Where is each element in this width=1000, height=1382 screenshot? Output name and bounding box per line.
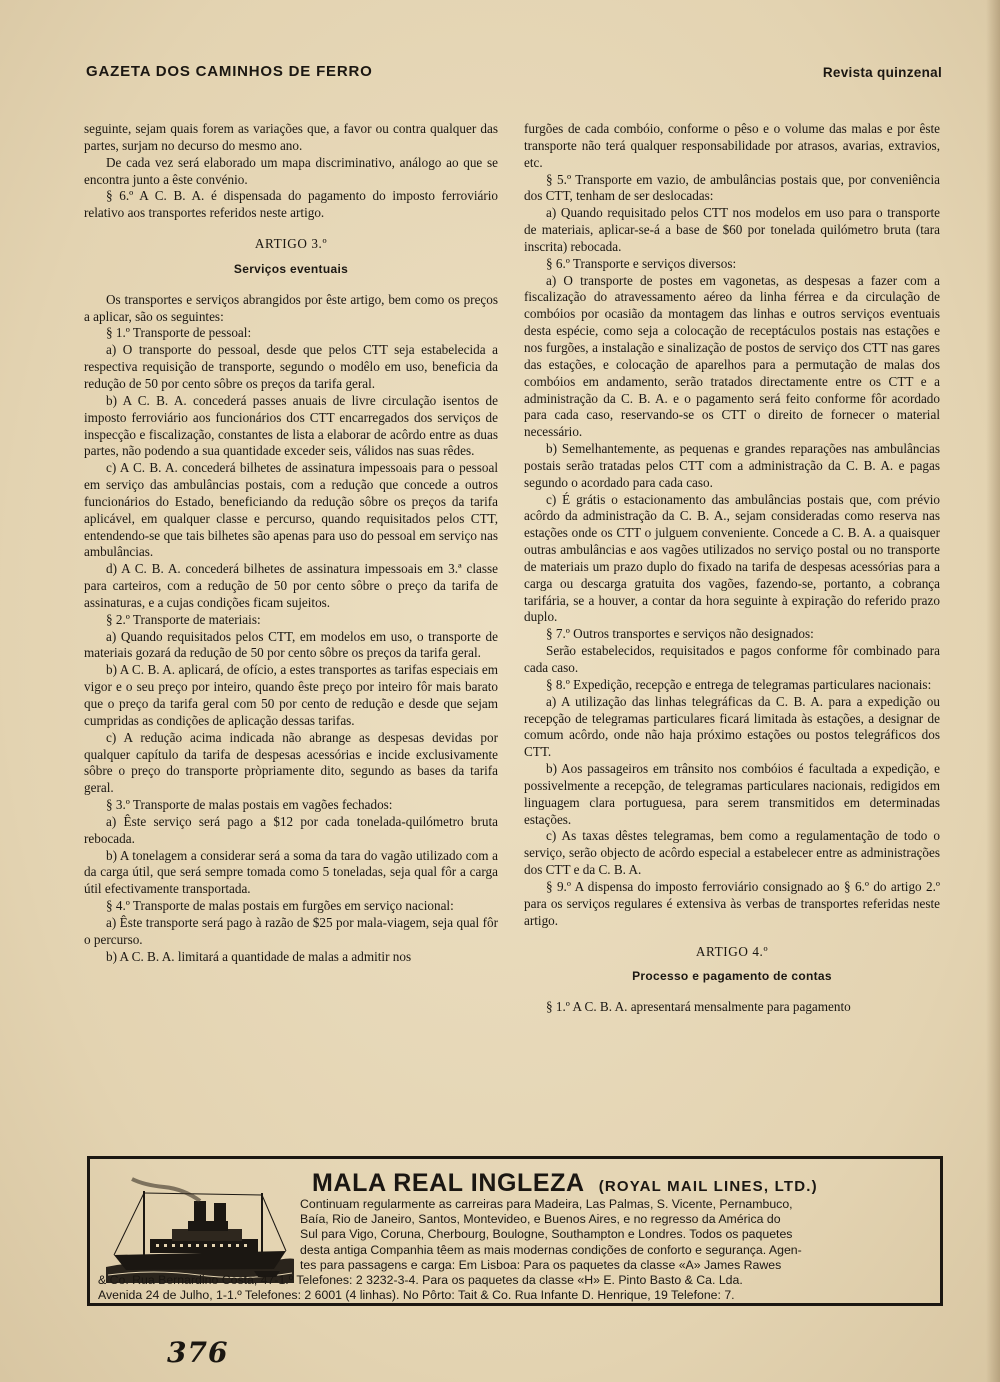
paragraph: b) Aos passageiros em trânsito nos combóios é facultada a expedição, e possivelmente a recepção, de telegramas particulares nacionais, redigidos em linguagem clara portuguesa, para serem transmitidos em determinadas estações.: [524, 761, 940, 827]
ad-line: Baía, Rio de Janeiro, Santos, Montevideo, e Buenos Aires, e no regresso da América do: [300, 1212, 781, 1227]
paragraph: c) É grátis o estacionamento das ambulâncias postais que, com prévio acôrdo da administração da C. B. A., sejam consideradas como reserva nas estações onde os CTT o julguem conveniente. Concede a C. B. A. a quaisquer outras ambulâncias e aos vagões utilizados no serviço postal ou no transporte de materiais um prazo duplo do fixado na tarifa de despesas acessórias para a carga ou descarga gratuita dos vagões, fazendo-se, portanto, a cobrança tarifária, se a houver, a contar da hora seguinte à expiração do referido prazo duplo.: [524, 491, 940, 625]
paragraph: b) A C. B. A. limitará a quantidade de malas a admitir nos: [106, 948, 412, 964]
ad-company-name: MALA REAL INGLEZA: [312, 1169, 585, 1197]
paragraph: § 1.º A C. B. A. apresentará mensalmente para pagamento: [546, 999, 851, 1015]
page-edge-shadow: [986, 0, 1000, 1382]
paragraph: b) A C. B. A. concederá passes anuais de livre circulação isentos de imposto ferroviário aos funcionários dos CTT encarregados dos serviços de inspecção e fiscalização, constantes de lista a elaborar de acôrdo entre as duas partes, não podendo a sua quantidade exceder seis, válidos nas suas rêdes.: [84, 392, 498, 459]
article-heading: ARTIGO 3.º: [254, 236, 328, 252]
paragraph: § 9.º A dispensa do imposto ferroviário consignado ao § 6.º do artigo 2.º para os serviços regulares é extensiva às verbas de transportes referidas neste artigo.: [524, 878, 940, 928]
section-subheading: Serviços eventuais: [233, 261, 349, 276]
paragraph: d) A C. B. A. concederá bilhetes de assinatura impessoais em 3.ª classe para carteiros, com a redução de 50 por cento sôbre o preço da tarifa de assinaturas, e a cujas condições ficam sujeitos.: [84, 561, 498, 610]
paragraph: § 4.º Transporte de malas postais em furgões em serviço nacional:: [106, 898, 454, 914]
right-column: [524, 121, 940, 1016]
paragraph: furgões de cada combóio, conforme o pêso e o volume das malas e por êste transporte não terá qualquer responsabilidade por atrasos, avarias, extravios, etc.: [524, 121, 940, 170]
ad-line: Continuam regularmente as carreiras para Madeira, Las Palmas, S. Vicente, Pernambuco,: [300, 1197, 793, 1211]
ad-body: [98, 1197, 928, 1303]
paragraph: § 6.º Transporte e serviços diversos:: [546, 255, 737, 271]
ad-line: Sul para Vigo, Coruna, Cherbourg, Boulogne, Southampton e Londres. Todos os paquetes: [300, 1227, 793, 1242]
section-subheading: Processo e pagamento de contas: [632, 969, 832, 984]
paragraph: seguinte, sejam quais forem as variações que, a favor ou contra qualquer das partes, surjam no decurso do mesmo ano.: [84, 121, 498, 153]
paragraph: b) Semelhantemente, as pequenas e grandes reparações nas ambulâncias postais serão tratadas pelos CTT com a administração da C. B. A. e pagas segundo o acordado para cada caso.: [524, 441, 940, 490]
paragraph: b) A tonelagem a considerar será a soma da tara do vagão utilizado com a da carga útil, que será sempre tomada como 5 toneladas, seja qual fôr a carga útil efectivamente transportada.: [84, 847, 498, 897]
ad-title: [312, 1169, 818, 1198]
paragraph: a) O transporte do pessoal, desde que pelos CTT seja estabelecida a respectiva requisição de transporte, segundo o modêlo em uso, beneficia da redução de 50 por cento sôbre os preços da tarifa geral.: [84, 342, 498, 391]
paragraph: a) O transporte de postes em vagonetas, as despesas a fazer com a fiscalização do atravessamento aéreo da linha férrea e da circulação de combóios por ocasião da montagem das linhas e outros serviços eventuais desta espécie, como seja a colocação de receptáculos postais nas estações e nos furgões, a instalação e sinalização de postos de serviço dos CTT nas gares das estações, e colocação de aparelhos para a permutação de malas dos combóios em andamento, serão tratados directamente entre os CTT e a administração da C. B. A. e o pagamento será feito conforme fôr acordado para cada caso, reservando-se os CTT o direito de fornecer o material necessário.: [524, 272, 940, 440]
paragraph: § 6.º A C. B. A. é dispensada do pagamento do imposto ferroviário relativo aos transportes referidos neste artigo.: [84, 188, 498, 221]
ad-company-english-name: (ROYAL MAIL LINES, LTD.): [598, 1178, 818, 1195]
paragraph: a) A utilização das linhas telegráficas da C. B. A. para a expedição ou recepção de telegramas particulares ficará limitada às estações, a designar de comum acôrdo, onde não haja próximo estações ou postos telegráficos dos CTT.: [524, 693, 940, 760]
paragraph: § 2.º Transporte de materiais:: [106, 611, 261, 627]
paragraph: § 3.º Transporte de malas postais em vagões fechados:: [106, 797, 393, 813]
paragraph: c) A redução acima indicada não abrange as despesas devidas por qualquer capítulo da tarifa de despesas acessórias e incide exclusivamente sôbre o preço do transporte pròpriamente dito, segundo as bases da tarifa geral.: [84, 729, 498, 796]
paragraph: c) As taxas dêstes telegramas, bem como a regulamentação de todo o serviço, serão objecto de acôrdo especial a estabelecer entre as administrações dos CTT e da C. B. A.: [524, 828, 940, 878]
paragraph: c) A C. B. A. concederá bilhetes de assinatura impessoais para o pessoal em serviço das ambulâncias postais, com a redução que concede a outros funcionários do Estado, beneficiando da redução sôbre os preços da tarifa aplicável, em qualquer classe e percurso, quando requisitados pelos CTT, entendendo-se que tais bilhetes são apenas para uso do pessoal em serviço nas ambulâncias.: [84, 460, 498, 560]
page-header: [86, 63, 942, 87]
paragraph: a) Êste serviço será pago a $12 por cada tonelada-quilómetro bruta rebocada.: [84, 813, 498, 846]
paragraph: § 5.º Transporte em vazio, de ambulâncias postais que, por conveniência dos CTT, tenham de ser deslocadas:: [524, 171, 940, 204]
advertisement-box: [87, 1156, 943, 1306]
paragraph: § 1.º Transporte de pessoal:: [106, 325, 252, 341]
paragraph: Os transportes e serviços abrangidos por êste artigo, bem como os preços a aplicar, são os seguintes:: [84, 291, 498, 324]
paragraph: De cada vez será elaborado um mapa discriminativo, análogo ao que se encontra junto a êste convénio.: [84, 154, 498, 187]
publication-title: GAZETA DOS CAMINHOS DE FERRO: [86, 63, 373, 80]
ad-line: tes para passagens e carga: Em Lisboa: Para os paquetes da classe «A» James Rawes: [300, 1257, 782, 1272]
article-heading: ARTIGO 4.º: [695, 943, 769, 959]
paragraph: Serão estabelecidos, requisitados e pagos conforme fôr combinado para cada caso.: [524, 643, 940, 675]
paragraph: § 7.º Outros transportes e serviços não designados:: [546, 626, 814, 642]
page-number: 376: [167, 1336, 229, 1369]
ad-line: & Co. Rua Bernardino Costa, 47-1.º Telefones: 2 3232-3-4. Para os paquetes da classe «H» E. Pinto Basto & Ca. Lda.: [98, 1273, 743, 1288]
publication-subtitle: Revista quinzenal: [822, 65, 942, 80]
paragraph: a) Quando requisitado pelos CTT nos modelos em uso para o transporte de materiais, aplicar-se-á a base de $60 por tonelada quilómetro bruta (tara inscrita) rebocada.: [524, 205, 940, 254]
paragraph: b) A C. B. A. aplicará, de ofício, a estes transportes as tarifas especiais em vigor e o seu preço por inteiro, quando êste preço por inteiro fôr mais barato que o preço da tarifa geral com 50 por cento de redução e desde que sejam cumpridas as condições de aplicação dessas tarifas.: [84, 662, 498, 728]
ad-line: desta antiga Companhia têem as mais modernas condições de conforto e segurança. Agen-: [300, 1242, 802, 1257]
paragraph: § 8.º Expedição, recepção e entrega de telegramas particulares nacionais:: [546, 676, 932, 692]
paragraph: a) Quando requisitados pelos CTT, em modelos em uso, o transporte de materiais gozará da redução de 50 por cento sôbre os preços da tarifa geral.: [84, 628, 498, 661]
left-column: [84, 121, 498, 966]
ad-line: Avenida 24 de Julho, 1-1.º Telefones: 2 6001 (4 linhas). No Pôrto: Tait & Co. Rua Infante D. Henrique, 19 Telefone: 7.: [98, 1288, 735, 1303]
paragraph: a) Êste transporte será pago à razão de $25 por mala-viagem, seja qual fôr o percurso.: [84, 914, 498, 947]
